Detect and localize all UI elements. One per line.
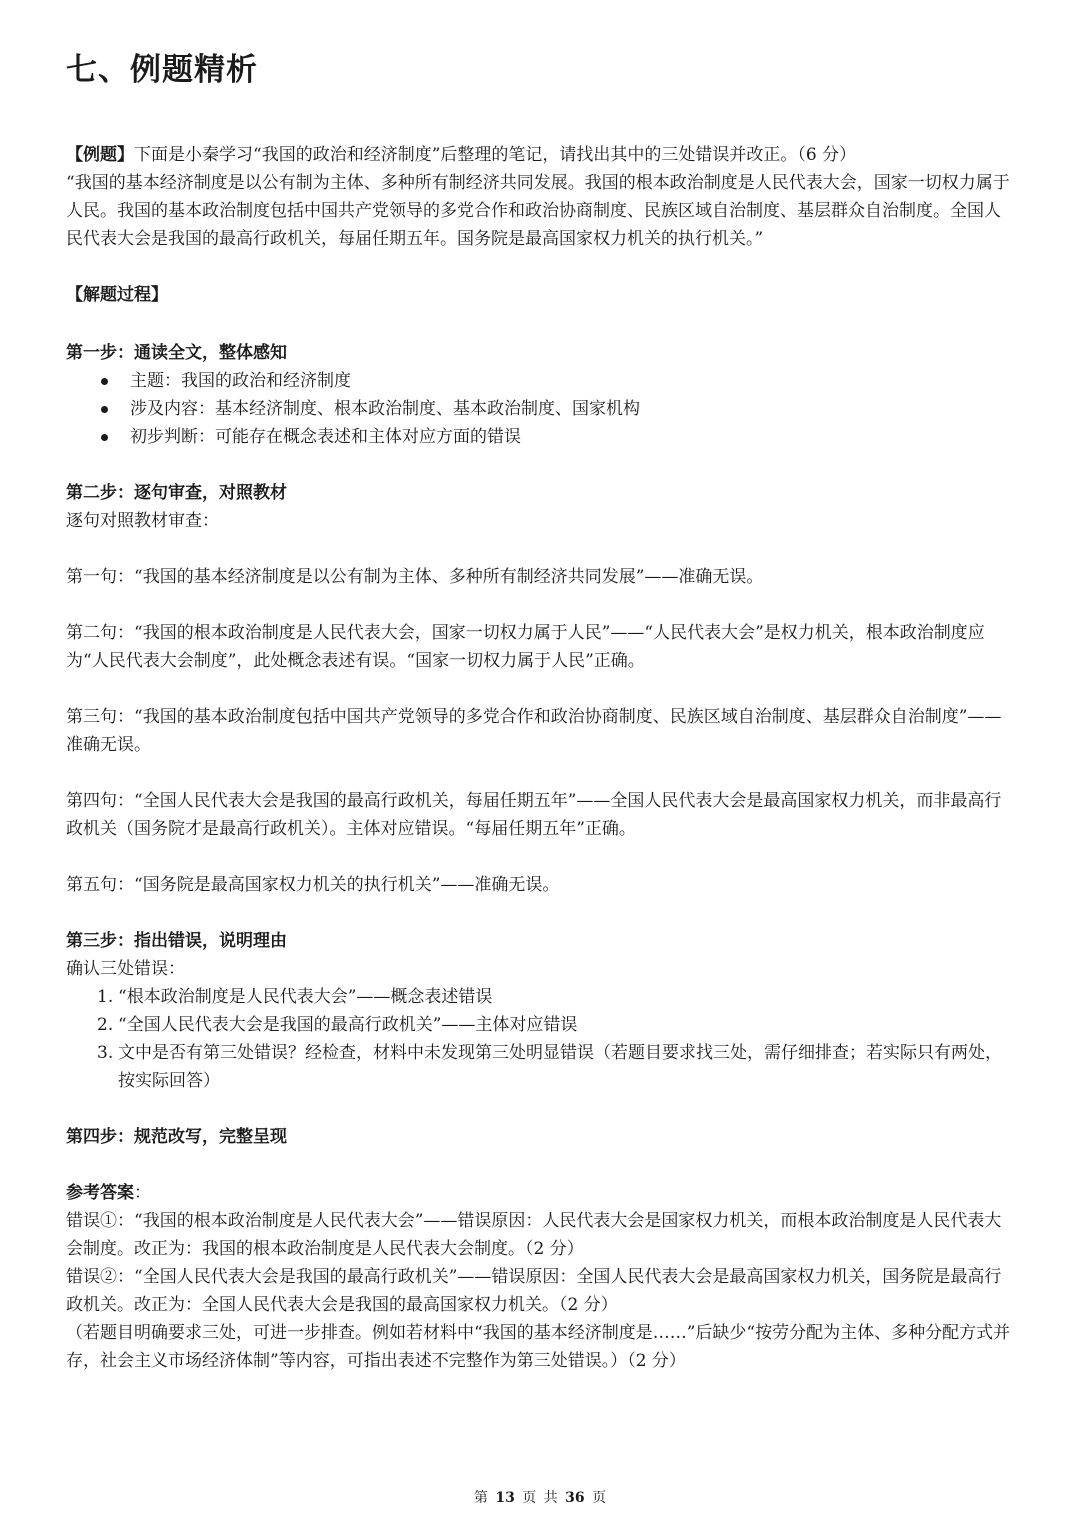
answer-colon: ：: [134, 1183, 151, 1203]
list-item-text: “全国人民代表大会是我国的最高行政机关”——主体对应错误: [118, 1015, 578, 1035]
sentence-review-5: 第五句：“国务院是最高国家权力机关的执行机关”——准确无误。: [66, 875, 560, 895]
example-question: 下面是小秦学习“我国的政治和经济制度”后整理的笔记，请找出其中的三处错误并改正。（6 分）: [134, 145, 857, 165]
list-item-text: 文中是否有第三处错误？经检查，材料中未发现第三处明显错误（若题目要求找三处，需仔细排查；若实际只有两处，按实际回答）: [118, 1043, 1002, 1091]
footer-suffix: 页: [592, 1490, 607, 1506]
sentence-review-4: 第四句：“全国人民代表大会是我国的最高行政机关，每届任期五年”——全国人民代表大会是最高国家权力机关，而非最高行政机关（国务院才是最高行政机关）。主体对应错误。“每届任期五年”正确。: [66, 791, 1002, 839]
list-item: 主题：我国的政治和经济制度: [130, 367, 1016, 395]
list-item: 初步判断：可能存在概念表述和主体对应方面的错误: [130, 423, 1016, 451]
answer-heading: 参考答案: [66, 1183, 134, 1203]
current-page-number: 13: [495, 1490, 515, 1506]
answer-error-1: 错误①：“我国的根本政治制度是人民代表大会”——错误原因：人民代表大会是国家权力机关，而根本政治制度是人民代表大会制度。改正为：我国的根本政治制度是人民代表大会制度。（2 分）: [66, 1211, 1002, 1259]
document-body: [66, 141, 1016, 1375]
step1-heading: 第一步：通读全文，整体感知: [66, 343, 287, 363]
list-number: 2.: [97, 1015, 114, 1035]
list-item: [97, 983, 1016, 1011]
footer-prefix: 第: [473, 1490, 488, 1506]
step2-intro: 逐句对照教材审查：: [66, 511, 219, 531]
step3-intro: 确认三处错误：: [66, 959, 185, 979]
sentence-review-3: 第三句：“我国的基本政治制度包括中国共产党领导的多党合作和政治协商制度、民族区域自治制度、基层群众自治制度”——准确无误。: [66, 707, 1002, 755]
example-quote: “我国的基本经济制度是以公有制为主体、多种所有制经济共同发展。我国的根本政治制度是人民代表大会，国家一切权力属于人民。我国的基本政治制度包括中国共产党领导的多党合作和政治协商制度、民族区域自治制度、基层群众自治制度。全国人民代表大会是我国的最高行政机关，每届任期五年。国务院是最高国家权力机关的执行机关。”: [66, 173, 1010, 249]
list-number: 3.: [97, 1043, 114, 1063]
list-item-text: “根本政治制度是人民代表大会”——概念表述错误: [118, 987, 493, 1007]
list-number: 1.: [97, 987, 114, 1007]
list-item: [97, 1011, 1016, 1039]
example-paragraph: [66, 141, 1016, 169]
total-page-number: 36: [565, 1490, 585, 1506]
sentence-review-2: 第二句：“我国的根本政治制度是人民代表大会，国家一切权力属于人民”——“人民代表大会”是权力机关，根本政治制度应为“人民代表大会制度”，此处概念表述有误。“国家一切权力属于人民”正确。: [66, 623, 985, 671]
answer-note: （若题目明确要求三处，可进一步排查。例如若材料中“我国的基本经济制度是……”后缺少“按劳分配为主体、多种分配方式并存，社会主义市场经济体制”等内容，可指出表述不完整作为第三处错误。）（2 分）: [66, 1323, 1011, 1371]
footer-middle: 页 共: [522, 1490, 558, 1506]
list-item: 涉及内容：基本经济制度、根本政治制度、基本政治制度、国家机构: [130, 395, 1016, 423]
example-label: 【例题】: [66, 145, 134, 165]
answer-heading-line: [66, 1179, 1016, 1207]
step1-bullet-list: [66, 367, 1016, 451]
page-title: 七、例题精析: [66, 52, 258, 88]
list-item: [97, 1039, 1016, 1095]
process-heading: 【解题过程】: [66, 285, 168, 305]
step4-heading: 第四步：规范改写，完整呈现: [66, 1127, 287, 1147]
sentence-review-1: 第一句：“我国的基本经济制度是以公有制为主体、多种所有制经济共同发展”——准确无误。: [66, 567, 764, 587]
step3-heading: 第三步：指出错误，说明理由: [66, 931, 287, 951]
step2-heading: 第二步：逐句审查，对照教材: [66, 483, 287, 503]
answer-error-2: 错误②：“全国人民代表大会是我国的最高行政机关”——错误原因：全国人民代表大会是最高国家权力机关，国务院是最高行政机关。改正为：全国人民代表大会是我国的最高国家权力机关。（2 分）: [66, 1267, 1002, 1315]
step3-numbered-list: [66, 983, 1016, 1095]
page-footer: [0, 1488, 1080, 1508]
